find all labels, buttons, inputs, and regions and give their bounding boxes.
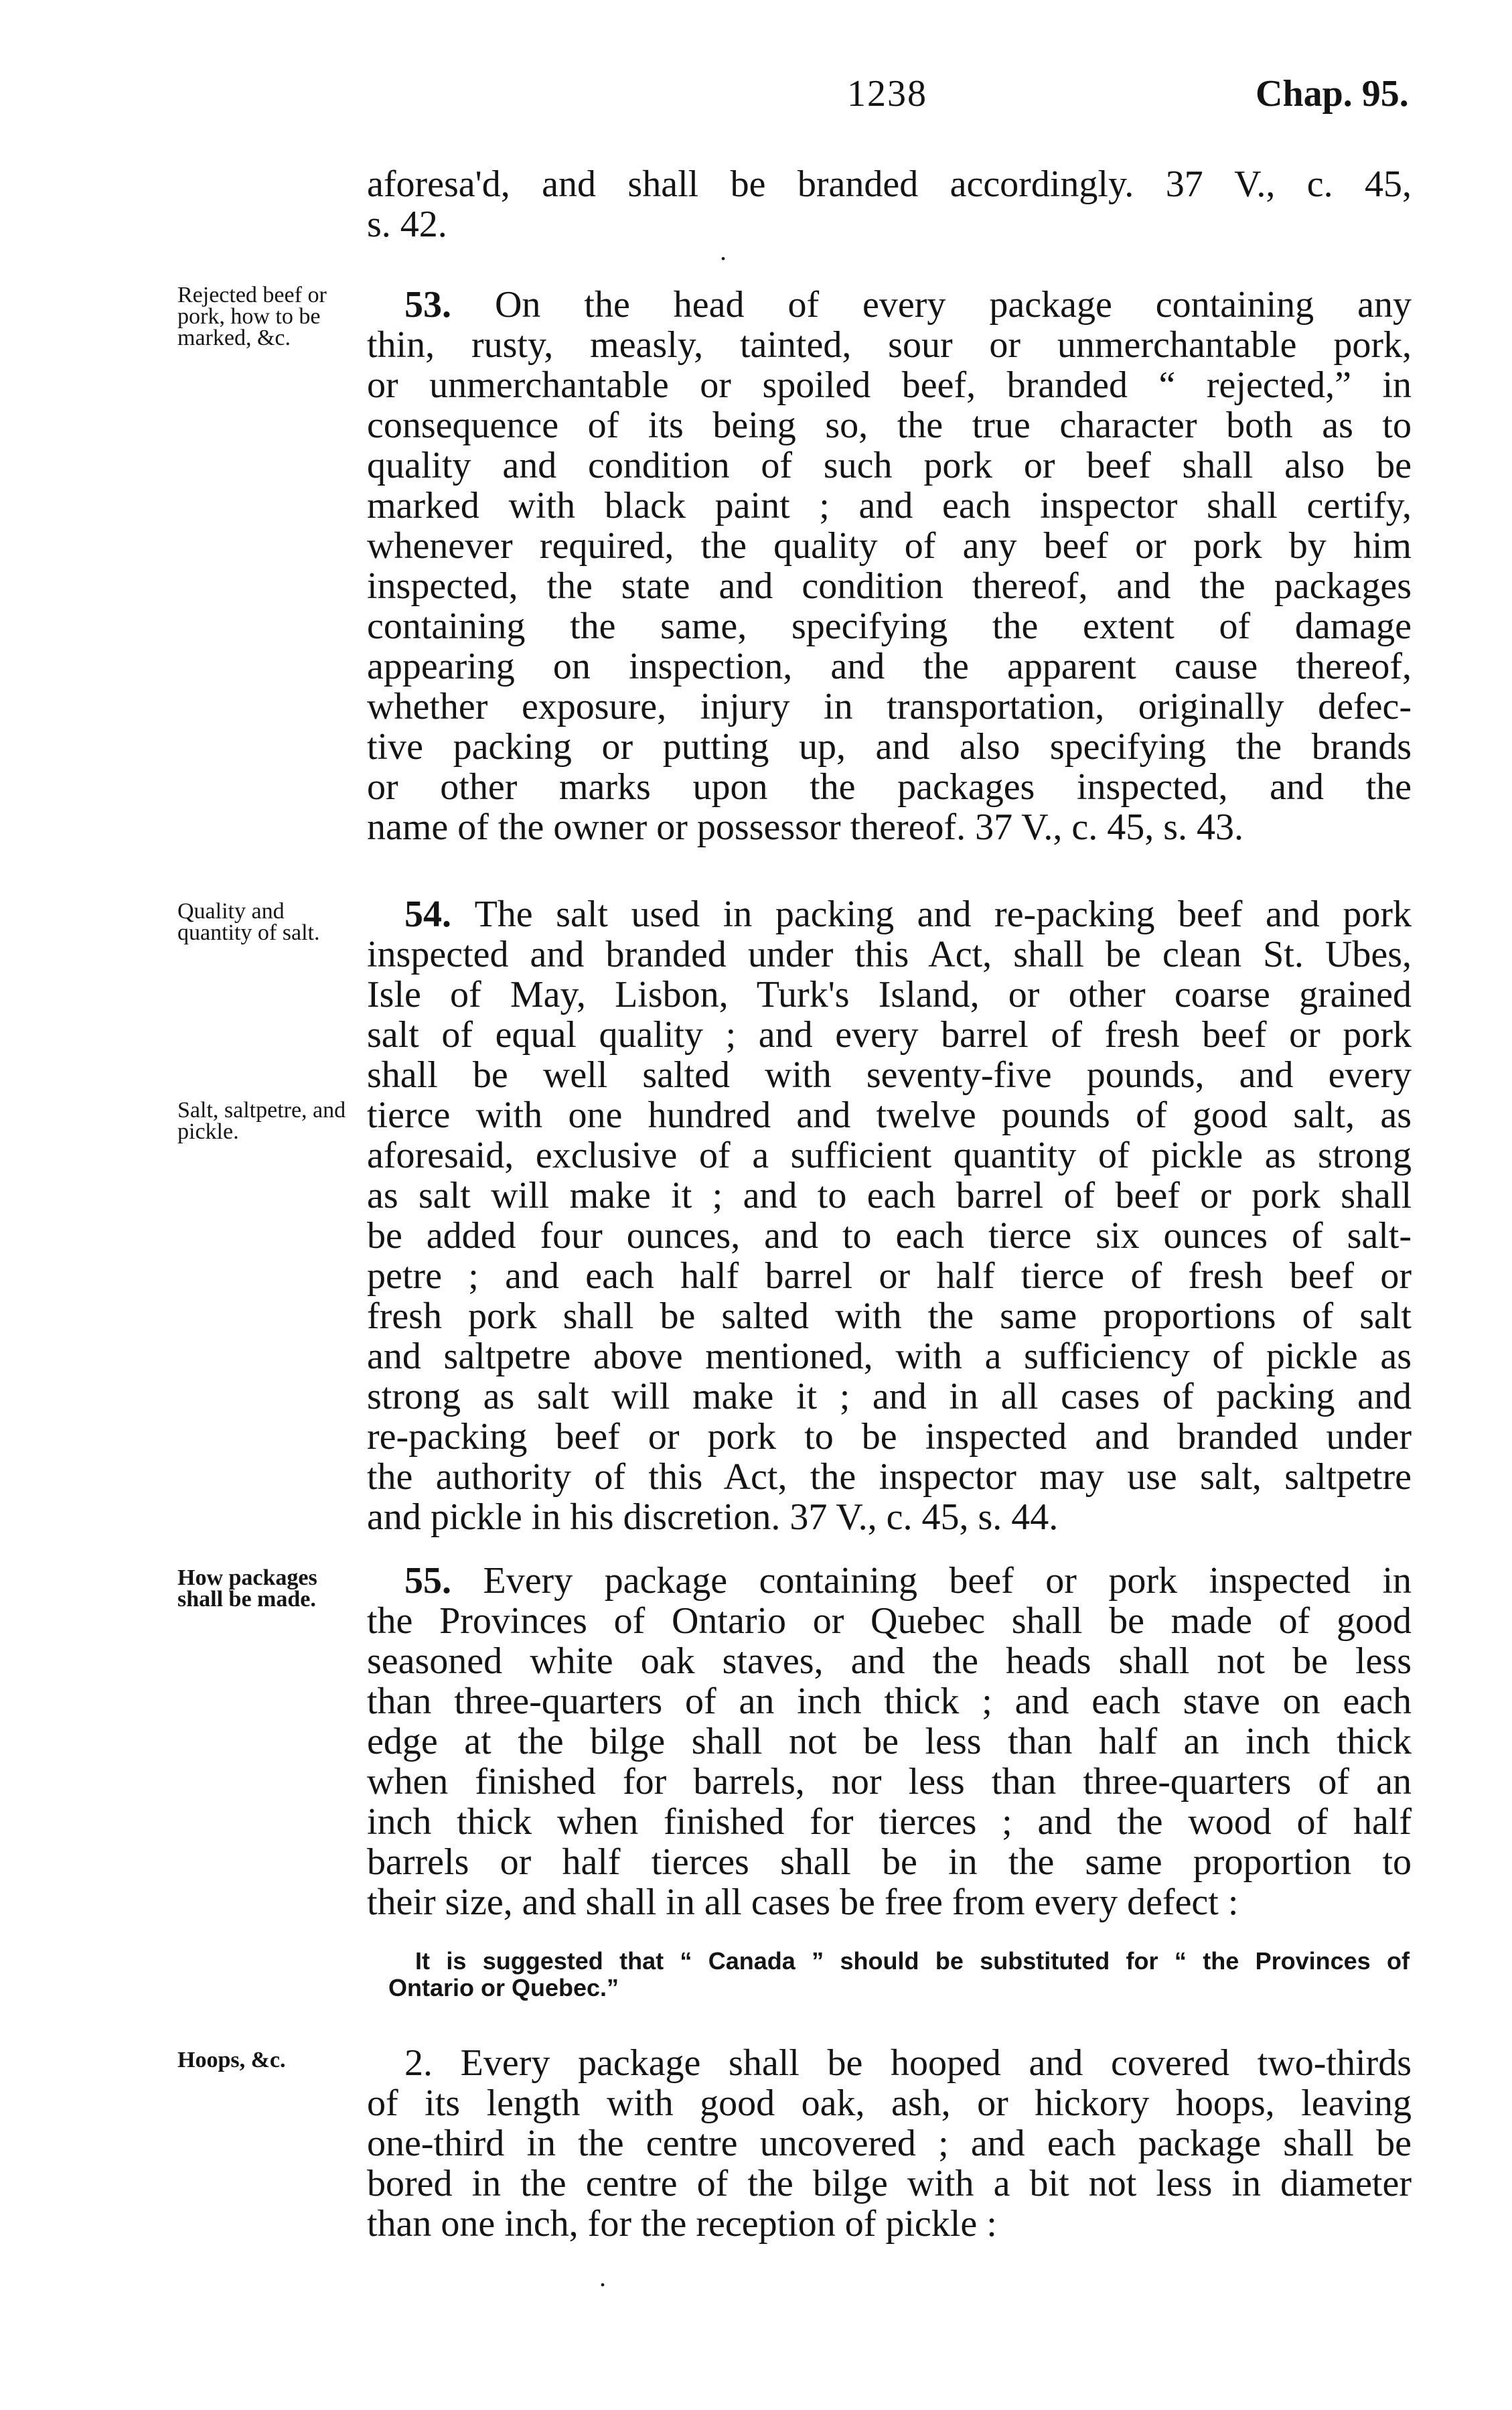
- text-line: the Provinces of Ontario or Quebec shall be made of good: [367, 1600, 1412, 1642]
- footnote-line: It is suggested that “ Canada ” should be substituted for “ the Provinces of: [415, 1947, 1410, 1975]
- text-line: re-packing beef or pork to be inspected and branded under: [367, 1416, 1412, 1458]
- text-line: edge at the bilge shall not be less than half an inch thick: [367, 1721, 1412, 1762]
- text-line: Every package containing beef or pork inspected in: [483, 1560, 1412, 1602]
- section-54: [367, 894, 1412, 1537]
- text-line: aforesa'd, and shall be branded accordingly. 37 V., c. 45,: [367, 163, 1412, 205]
- section-number: 53.: [404, 284, 451, 326]
- section-55: [367, 1561, 1412, 1922]
- text-line: containing the same, specifying the extent of damage: [367, 606, 1412, 647]
- text-line: strong as salt will make it ; and in all cases of packing and: [367, 1376, 1412, 1417]
- text-line: and saltpetre above mentioned, with a sufficiency of pickle as: [367, 1336, 1412, 1377]
- text-line: inspected, the state and condition thereof, and the packages: [367, 565, 1412, 607]
- text-line: appearing on inspection, and the apparent cause thereof,: [367, 646, 1412, 687]
- text-line: Isle of May, Lisbon, Turk's Island, or other coarse grained: [367, 974, 1412, 1015]
- text-line: thin, rusty, measly, tainted, sour or unmerchantable pork,: [367, 324, 1412, 366]
- margin-note-rejected: Rejected beef or pork, how to be marked, &c.: [177, 283, 327, 350]
- text-line: petre ; and each half barrel or half tierce of fresh beef or: [367, 1255, 1412, 1297]
- section-number: 55.: [404, 1560, 451, 1602]
- margin-note-quality: Quality and quantity of salt.: [177, 899, 320, 945]
- text-line: marked with black paint ; and each inspector shall certify,: [367, 485, 1412, 526]
- continuation-paragraph: [367, 164, 1412, 244]
- text-line: the authority of this Act, the inspector may use salt, saltpetre: [367, 1456, 1412, 1498]
- text-line: tive packing or putting up, and also specifying the brands: [367, 726, 1412, 768]
- text-line: On the head of every package containing any: [494, 284, 1412, 326]
- text-line: when finished for barrels, nor less than three-quarters of an: [367, 1761, 1412, 1802]
- subsection-2: [367, 2043, 1412, 2244]
- text-line: than one inch, for the reception of pickle :: [367, 2203, 997, 2245]
- text-line: bored in the centre of the bilge with a bit not less in diameter: [367, 2163, 1412, 2204]
- text-line: Every package shall be hooped and covered two-thirds: [460, 2042, 1412, 2084]
- footnote-line: Ontario or Quebec.”: [388, 1974, 619, 2001]
- margin-note-saltpetre: Salt, saltpetre, and pickle.: [177, 1098, 346, 1144]
- text-line: or unmerchantable or spoiled beef, branded “ rejected,” in: [367, 364, 1412, 406]
- subsection-number: 2.: [404, 2042, 433, 2084]
- text-line: consequence of its being so, the true character both as to: [367, 405, 1412, 446]
- section-first-line: [367, 2043, 1412, 2083]
- text-line: aforesaid, exclusive of a sufficient quantity of pickle as strong: [367, 1135, 1412, 1176]
- chapter-heading: Chap. 95.: [1256, 73, 1409, 115]
- text-line: fresh pork shall be salted with the same proportions of salt: [367, 1295, 1412, 1337]
- text-line: as salt will make it ; and to each barrel of beef or pork shall: [367, 1175, 1412, 1216]
- margin-note-packages: How packages shall be made.: [177, 1565, 317, 1612]
- text-line: seasoned white oak staves, and the heads shall not be less: [367, 1640, 1412, 1682]
- text-line: than three-quarters of an inch thick ; and each stave on each: [367, 1681, 1412, 1722]
- text-line: s. 42.: [367, 204, 447, 245]
- section-first-line: [367, 285, 1412, 325]
- section-first-line: [367, 1561, 1412, 1601]
- text-line: and pickle in his discretion. 37 V., c. 45, s. 44.: [367, 1496, 1059, 1538]
- scan-speck: .: [720, 236, 727, 266]
- text-line: name of the owner or possessor thereof. 37 V., c. 45, s. 43.: [367, 806, 1244, 848]
- text-line: barrels or half tierces shall be in the same proportion to: [367, 1841, 1412, 1883]
- text-line: inspected and branded under this Act, shall be clean St. Ubes,: [367, 934, 1412, 975]
- scan-speck: .: [599, 2262, 606, 2292]
- text-line: inch thick when finished for tierces ; and the wood of half: [367, 1801, 1412, 1843]
- text-line: salt of equal quality ; and every barrel of fresh beef or pork: [367, 1014, 1412, 1056]
- text-line: one-third in the centre uncovered ; and each package shall be: [367, 2123, 1412, 2164]
- text-line: whether exposure, injury in transportation, originally defec-: [367, 686, 1412, 727]
- text-line: whenever required, the quality of any beef or pork by him: [367, 525, 1412, 567]
- text-line: quality and condition of such pork or beef shall also be: [367, 445, 1412, 486]
- text-line: or other marks upon the packages inspected, and the: [367, 766, 1412, 808]
- margin-note-hoops: Hoops, &c.: [177, 2048, 286, 2072]
- editorial-footnote: [388, 1948, 1410, 2001]
- section-first-line: [367, 894, 1412, 934]
- text-line: be added four ounces, and to each tierce six ounces of salt-: [367, 1215, 1412, 1257]
- section-number: 54.: [404, 894, 451, 935]
- page-number: 1238: [847, 73, 927, 115]
- text-line: their size, and shall in all cases be free from every defect :: [367, 1882, 1239, 1923]
- text-line: The salt used in packing and re-packing beef and pork: [474, 894, 1412, 935]
- text-line: of its length with good oak, ash, or hickory hoops, leaving: [367, 2082, 1412, 2124]
- text-line: shall be well salted with seventy-five pounds, and every: [367, 1054, 1412, 1096]
- text-line: tierce with one hundred and twelve pounds of good salt, as: [367, 1094, 1412, 1136]
- section-53: [367, 285, 1412, 847]
